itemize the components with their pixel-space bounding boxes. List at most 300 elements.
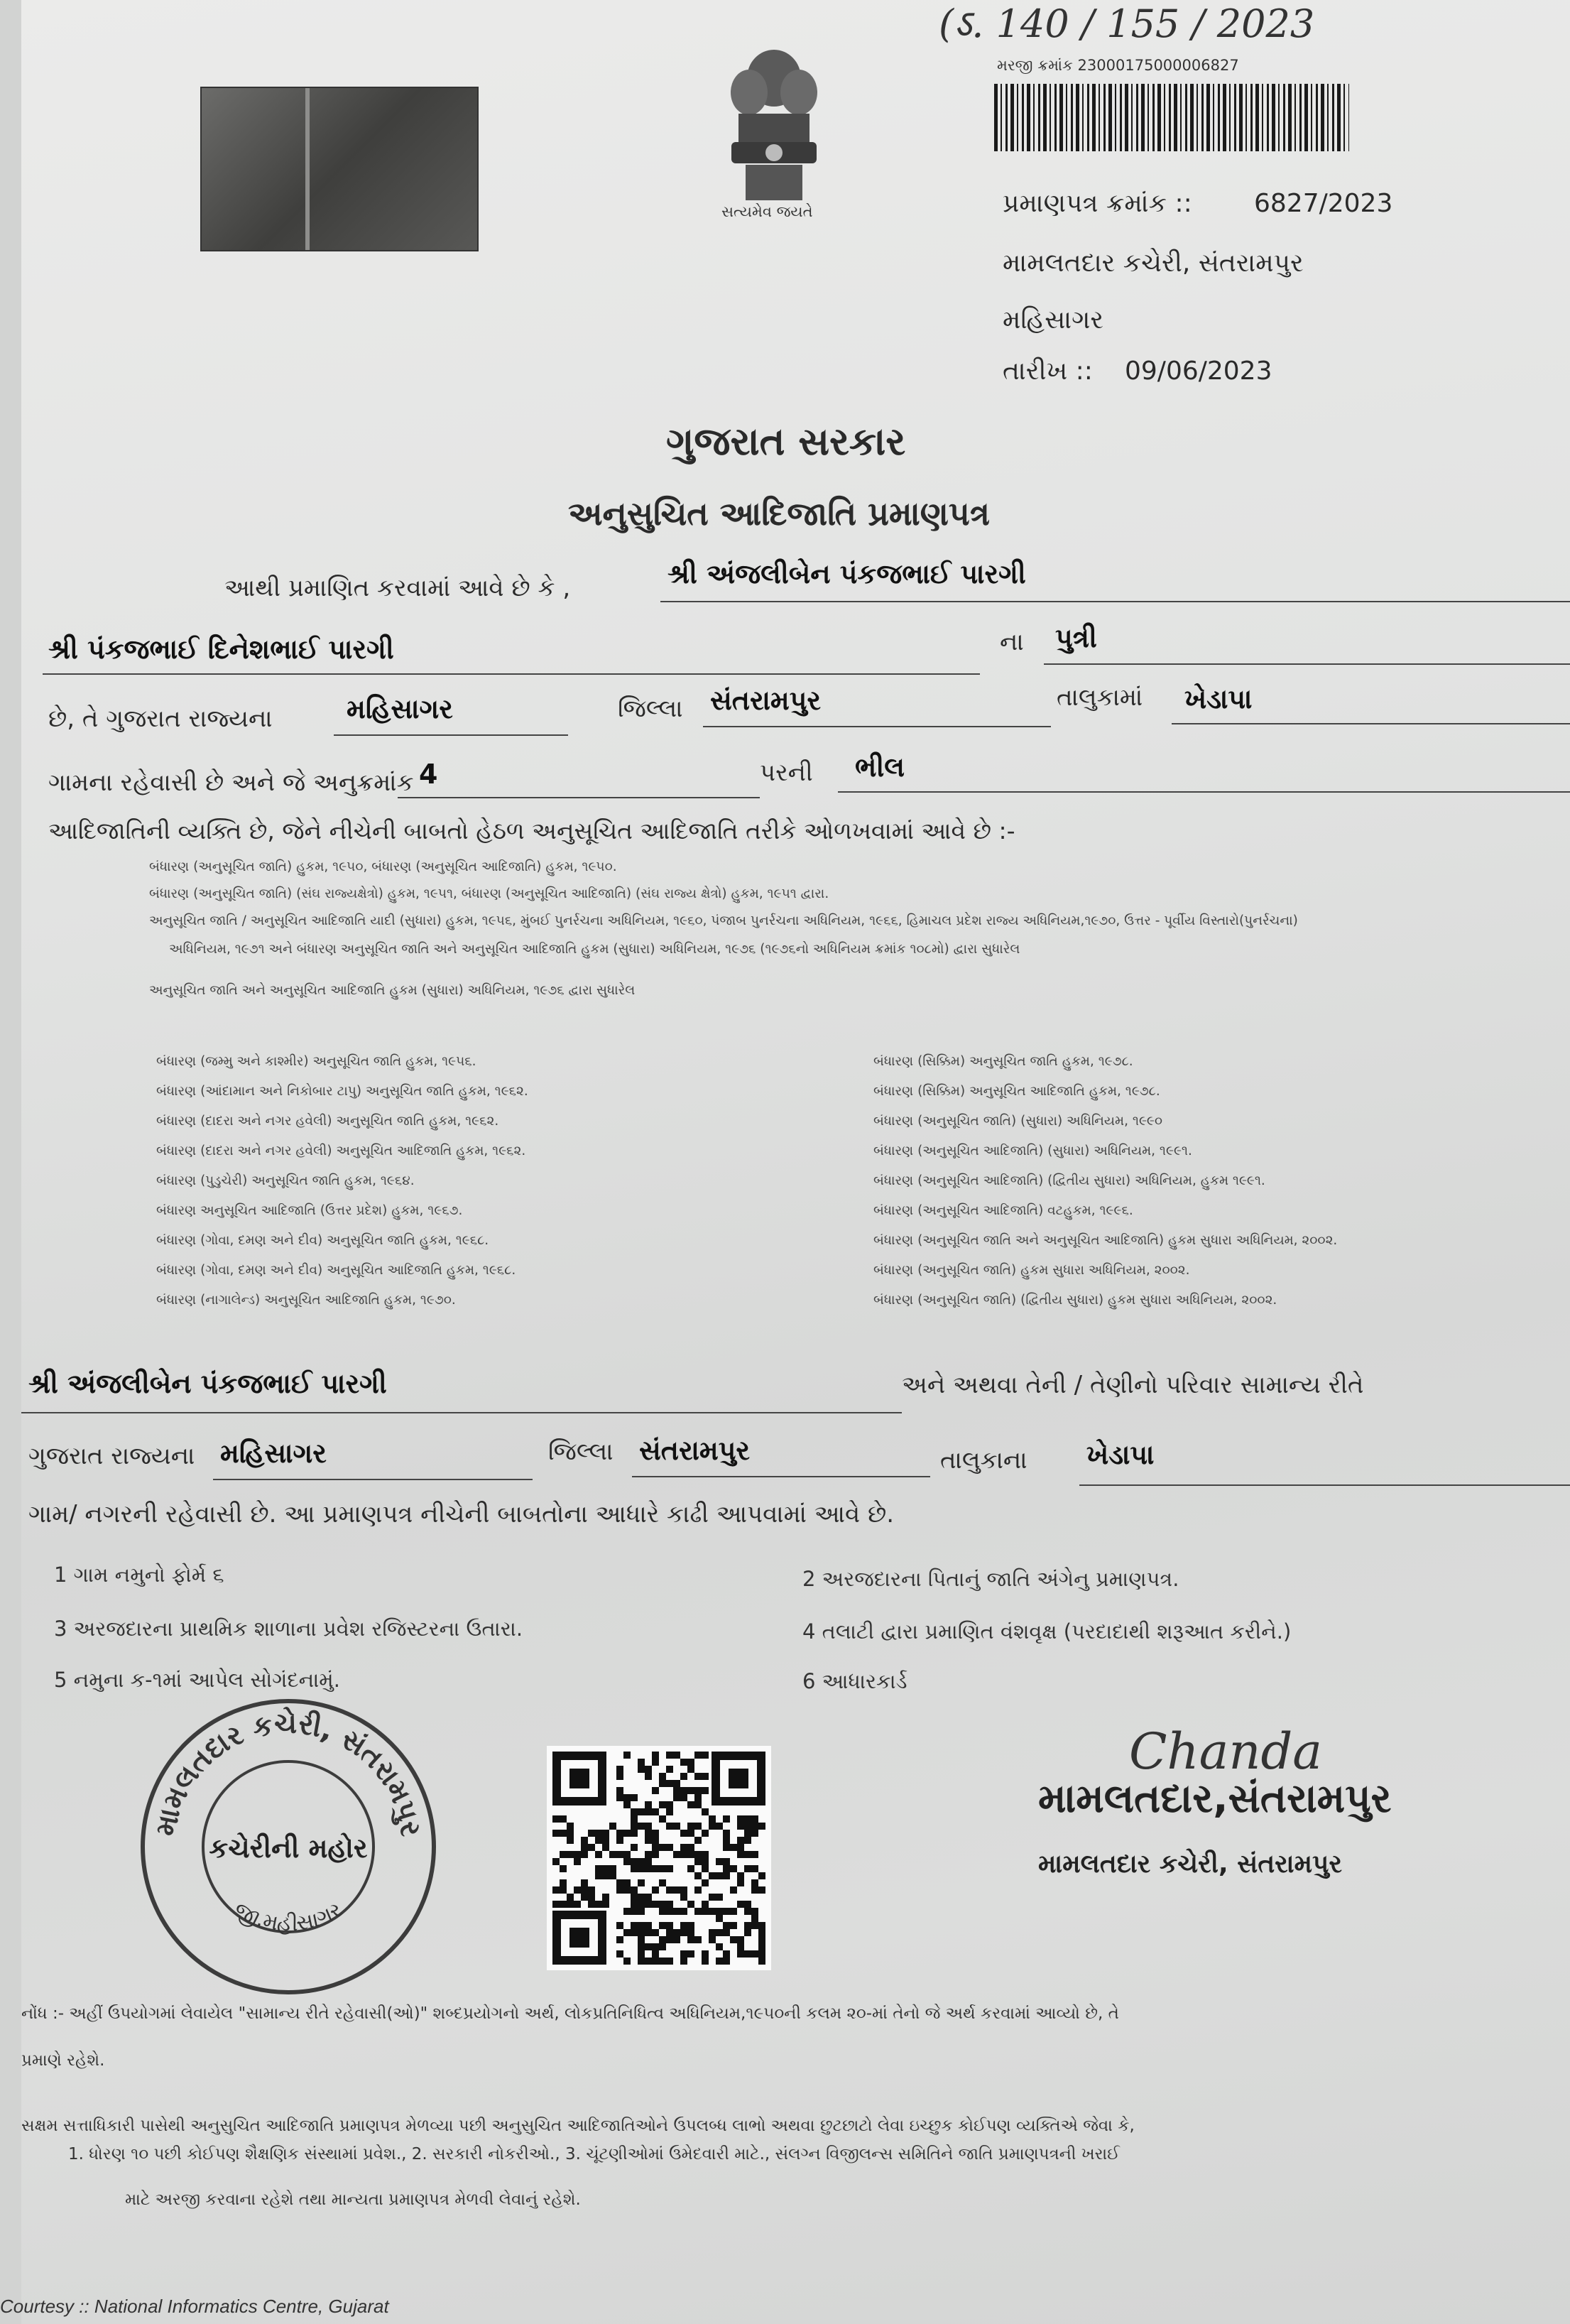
qr-module [581,1886,588,1894]
qr-module [744,1837,751,1844]
qr-module [652,1837,659,1844]
qr-module [673,1780,680,1787]
qr-module [687,1865,694,1872]
qr-module [645,1958,652,1965]
qr-module [737,1943,744,1950]
qr-module [702,1908,709,1915]
qr-module [616,1886,623,1894]
note-line: માટે અરજી કરવાના રહેશે તથા માન્યતા પ્રમાણપત્ર મેળવી લેવાનું રહેશે. [125,2190,581,2209]
qr-module [638,1958,645,1965]
qr-module [716,1894,723,1901]
qr-module [751,1915,758,1922]
qr-module [694,1794,702,1801]
qr-module [659,1901,666,1908]
father-name: શ્રી પંકજભાઈ દિનેશભાઈ પારગી [48,634,394,665]
qr-module [744,1865,751,1872]
qr-module [687,1844,694,1851]
qr-module [751,1950,758,1958]
tribe-underline [838,791,1570,793]
certificate-number-label: પ્રમાણપત્ર ક્રમાંક :: [1003,189,1192,218]
qr-module [702,1958,709,1965]
applicant-photo [200,87,479,251]
qr-module [552,1886,560,1894]
qr-module [616,1950,623,1958]
residence-taluka-underline [632,1476,930,1477]
qr-module [602,1872,609,1879]
relation-underline [1044,663,1570,665]
qr-module [758,1958,765,1965]
qr-module [680,1773,687,1780]
seal-center-text: કચેરીની મહોર [209,1832,368,1864]
qr-module [659,1908,666,1915]
qr-module [744,1929,751,1936]
qr-module [744,1823,751,1830]
qr-module [616,1936,623,1943]
qr-module [680,1958,687,1965]
qr-module [758,1886,765,1894]
qr-module [758,1872,765,1879]
qr-module [744,1922,751,1929]
qr-module [673,1787,680,1794]
qr-module [645,1808,652,1815]
qr-module [631,1908,638,1915]
qr-module [702,1858,709,1865]
order-right: બંધારણ (સિક્કિમ) અનુસૂચિત આદિજાતિ હુકમ, ૧૯૭૮. [873,1084,1160,1099]
qr-module [680,1759,687,1766]
qr-module [659,1943,666,1950]
qr-module [602,1830,609,1837]
svg-text:મામલતદાર કચેરી, સંતરામપુર [149,1706,427,1838]
taluka-value: સંતરામપુર [710,685,822,716]
qr-module [638,1922,645,1929]
qr-module [595,1901,602,1908]
svg-text:જી.મહીસાગર [230,1897,347,1936]
qr-module [581,1851,588,1858]
qr-module [616,1922,623,1929]
qr-module [609,1851,616,1858]
qr-module [737,1936,744,1943]
father-name-underline [43,673,980,675]
qr-module [645,1823,652,1830]
qr-module [595,1872,602,1879]
qr-module [666,1922,673,1929]
qr-module [694,1886,702,1894]
order-left: બંધારણ (જમ્મુ અને કાશ્મીર) અનુસૂચિત જાતિ હુકમ, ૧૯૫૬. [156,1054,476,1069]
serial-underline [398,797,760,798]
qr-module [666,1752,673,1759]
qr-module [709,1872,716,1879]
qr-module [552,1815,560,1823]
qr-module [595,1837,602,1844]
qr-module [609,1865,616,1872]
order-right: બંધારણ (અનુસૂચિત આદિજાતિ) (દ્વિતીય સુધારા) અધિનિયમ, હુકમ ૧૯૯૧. [873,1173,1265,1188]
district-underline [334,734,568,736]
qr-module [709,1936,716,1943]
order-left: બંધારણ (આંદામાન અને નિકોબાર ટાપુ) અનુસૂચિત જાતિ હુકમ, ૧૯૬૨. [156,1084,528,1099]
qr-module [652,1851,659,1858]
qr-module [659,1780,666,1787]
qr-module [673,1929,680,1936]
qr-module [709,1823,716,1830]
state-prefix: છે, તે ગુજરાત રાજ્યના [48,705,273,733]
qr-module [659,1815,666,1823]
qr-module [744,1830,751,1837]
qr-module [687,1759,694,1766]
qr-module [638,1901,645,1908]
qr-module [623,1958,631,1965]
qr-module [631,1894,638,1901]
qr-module [687,1823,694,1830]
qr-module [609,1872,616,1879]
qr-module [751,1908,758,1915]
qr-module [666,1823,673,1830]
qr-module [694,1936,702,1943]
tribe-prefix: પરની [760,759,813,787]
qr-module [666,1844,673,1851]
qr-module [552,1858,560,1865]
qr-module [730,1886,737,1894]
qr-module [666,1958,673,1965]
qr-module [680,1830,687,1837]
qr-code [547,1746,771,1970]
family-text: અને અથવા તેની / તેણીનો પરિવાર સામાન્ય રીતે [902,1371,1364,1399]
qr-module [574,1886,581,1894]
qr-module [737,1879,744,1886]
qr-module [567,1851,574,1858]
qr-module [702,1830,709,1837]
residence-taluka-value: સંતરામપુર [639,1435,751,1466]
qr-module [758,1943,765,1950]
qr-module [588,1886,595,1894]
qr-module [659,1958,666,1965]
qr-module [680,1794,687,1801]
qr-module [694,1823,702,1830]
qr-module [680,1787,687,1794]
residence-district-label: જિલ્લા [548,1438,614,1466]
document-item: 3 અરજદારના પ્રાથમિક શાળાના પ્રવેશ રજિસ્ટરના ઉતારા. [54,1617,523,1641]
qr-module [631,1929,638,1936]
order-left: બંધારણ (પુડુચેરી) અનુસૂચિત જાતિ હુકમ, ૧૯૬૪. [156,1173,415,1188]
qr-module [645,1830,652,1837]
qr-module [680,1894,687,1901]
qr-module [716,1858,723,1865]
barcode [994,84,1349,151]
qr-module [716,1823,723,1830]
order-line: અનુસૂચિત જાતિ / અનુસૂચિત આદિજાતિ યાદી (સુધારા) હુકમ, ૧૯૫૬, મુંબઈ પુનર્રચના અધિનિયમ, ૧૯૬૦, પંજાબ પુનર્રચના અધિનિયમ, ૧૯૬૬, હિમાચલ પ્રદેશ રાજ્ય અધિનિયમ,૧૯૭૦, ઉત્તર - પૂર્વીય વિસ્તારો(પુનર્રચના) [149,913,1298,928]
qr-module [751,1830,758,1837]
certificate-number: 6827/2023 [1254,189,1393,218]
qr-module [737,1815,744,1823]
qr-module [702,1752,709,1759]
document-item: 4 તલાટી દ્વારા પ્રમાણિત વંશવૃક્ષ (પરદાદાથી શરૂઆત કરીને.) [802,1619,1292,1644]
qr-module [666,1780,673,1787]
relation: પુત્રી [1055,622,1097,653]
qr-module [631,1823,638,1830]
residence-village-value: ખેડાપા [1086,1439,1155,1470]
qr-module [638,1929,645,1936]
qr-module [616,1794,623,1801]
qr-module [751,1815,758,1823]
qr-module [652,1830,659,1837]
qr-module [694,1908,702,1915]
qr-module [631,1808,638,1815]
qr-module [623,1858,631,1865]
qr-module [680,1886,687,1894]
taluka-label: તાલુકામાં [1057,683,1143,712]
qr-module [723,1929,730,1936]
qr-module [652,1752,659,1759]
qr-module [716,1958,723,1965]
order-left: બંધારણ (ગોવા, દમણ અને દીવ) અનુસૂચિત જાતિ હુકમ, ૧૯૬૮. [156,1233,489,1248]
qr-module [673,1886,680,1894]
qr-module [645,1773,652,1780]
qr-module [687,1936,694,1943]
document-item: 6 આધારકાર્ડ [802,1669,907,1693]
qr-module [687,1901,694,1908]
qr-module [730,1844,737,1851]
qr-module [652,1787,659,1794]
applicant-name: શ્રી અંજલીબેન પંકજભાઈ પારગી [667,558,1026,590]
document-item: 5 નમુના ક-૧માં આપેલ સોગંદનામું. [54,1668,340,1692]
qr-module [687,1922,694,1929]
issue-date: 09/06/2023 [1125,357,1272,386]
qr-module [716,1943,723,1950]
order-line: બંધારણ (અનુસૂચિત જાતિ) (સંઘ રાજ્યક્ષેત્રો) હુકમ, ૧૯૫૧, બંધારણ (અનુસૂચિત આદિજાતિ) (સંઘ રાજ્ય ક્ષેત્રો) હુકમ, ૧૯૫૧ દ્વારા. [149,886,829,901]
qr-module [631,1815,638,1823]
qr-module [751,1851,758,1858]
qr-module [602,1865,609,1872]
qr-module [730,1865,737,1872]
qr-module [730,1922,737,1929]
qr-module [702,1879,709,1886]
qr-module [616,1879,623,1886]
qr-module [709,1929,716,1936]
order-line: અધિનિયમ, ૧૯૭૧ અને બંધારણ અનુસૂચિત જાતિ અને અનુસૂચિત આદિજાતિ હુકમ (સુધારા) અધિનિયમ, ૧૯૭૬ (૧૯૭૬નો અધિનિયમ ક્રમાંક ૧૦૮મો) દ્વારા સુધારેલ [169,942,1020,957]
residence-taluka-label: તાલુકાના [940,1446,1027,1475]
village-underline [1172,723,1570,724]
qr-module [567,1837,574,1844]
qr-module [716,1872,723,1879]
qr-module [694,1837,702,1844]
qr-module [737,1950,744,1958]
qr-module [687,1929,694,1936]
qr-module [673,1936,680,1943]
qr-module [623,1752,631,1759]
qr-module [716,1915,723,1922]
qr-module [702,1787,709,1794]
handwritten-reference: (ऽ. 140 / 155 / 2023 [939,1,1315,46]
qr-module [659,1865,666,1872]
qr-module [623,1801,631,1808]
qr-module [680,1950,687,1958]
qr-module [680,1922,687,1929]
qr-module [723,1858,730,1865]
qr-module [751,1823,758,1830]
qr-module [560,1886,567,1894]
qr-module [645,1894,652,1901]
qr-module [702,1901,709,1908]
qr-module [645,1929,652,1936]
emblem-motto: સત્યમેવ જયતે [721,203,813,220]
qr-module [673,1851,680,1858]
qr-module [631,1922,638,1929]
government-title: ગુજરાત સરકાર [666,419,906,464]
qr-module [659,1844,666,1851]
qr-module [652,1808,659,1815]
tribe: ભીલ [855,751,905,783]
qr-module [581,1894,588,1901]
qr-module [645,1901,652,1908]
qr-module [702,1950,709,1958]
qr-module [758,1922,765,1929]
qr-module [694,1752,702,1759]
note-line: સક્ષમ સત્તાધિકારી પાસેથી અનુસુચિત આદિજાતિ પ્રમાણપત્ર મેળવ્યા પછી અનુસુચિત આદિજાતિઓને ઉપલબ્ધ લાભો અથવા છુટછાટો લેવા ઇચ્છુક કોઈપણ વ્યક્તિએ જેવા કે, [21,2117,1135,2135]
qr-module [737,1901,744,1908]
qr-module [560,1830,567,1837]
qr-module [666,1808,673,1815]
qr-module [588,1901,595,1908]
qr-module [638,1950,645,1958]
office-seal [132,1690,445,2003]
qr-module [623,1886,631,1894]
resident-name: શ્રી અંજલીબેન પંકજભાઈ પારગી [28,1368,387,1399]
qr-module [602,1901,609,1908]
qr-module [595,1865,602,1872]
qr-module [645,1865,652,1872]
qr-module [560,1865,567,1872]
qr-module [723,1815,730,1823]
qr-module [751,1922,758,1929]
qr-module [588,1844,595,1851]
qr-module [723,1950,730,1958]
qr-module [616,1773,623,1780]
qr-module [623,1830,631,1837]
qr-module [595,1830,602,1837]
qr-module [616,1766,623,1773]
order-left: બંધારણ (નાગાલેન્ડ) અનુસૂચિત આદિજાતિ હુકમ, ૧૯૭૦. [156,1293,456,1308]
qr-module [574,1851,581,1858]
qr-module [638,1908,645,1915]
qr-module [638,1865,645,1872]
qr-module [702,1773,709,1780]
residence-district-underline [213,1479,533,1480]
issuing-district: મહિસાગર [1003,305,1104,335]
qr-module [595,1851,602,1858]
qr-module [567,1830,574,1837]
signatory-title: મામલતદાર,સંતરામપુર [1038,1776,1392,1822]
basis-text: ગામ/ નગરની રહેવાસી છે. આ પ્રમાણપત્ર નીચેની બાબતોના આધારે કાઢી આપવામાં આવે છે. [28,1500,895,1528]
qr-module [638,1894,645,1901]
qr-module [638,1858,645,1865]
order-right: બંધારણ (અનુસૂચિત જાતિ) હુકમ સુધારા અધિનિયમ, ૨૦૦૨. [873,1263,1190,1278]
tribe-statement: આદિજાતિની વ્યક્તિ છે, જેને નીચેની બાબતો હેઠળ અનુસૂચિત આદિજાતિ તરીકે ઓળખવામાં આવે છે :- [48,817,1015,845]
qr-module [652,1844,659,1851]
qr-module [581,1837,588,1844]
qr-module [574,1858,581,1865]
qr-module [666,1886,673,1894]
state-emblem-icon [710,36,838,227]
serial-number: 4 [419,759,438,790]
qr-module [737,1823,744,1830]
qr-module [616,1837,623,1844]
qr-module [652,1759,659,1766]
qr-module [737,1872,744,1879]
qr-module [758,1950,765,1958]
qr-module [723,1958,730,1965]
order-right: બંધારણ (સિક્કિમ) અનુસૂચિત જાતિ હુકમ, ૧૯૭૮. [873,1054,1133,1069]
qr-module [758,1936,765,1943]
qr-module [652,1901,659,1908]
note-line: પ્રમાણે રહેશે. [21,2051,105,2070]
qr-module [567,1894,574,1901]
qr-module [673,1908,680,1915]
qr-module [645,1801,652,1808]
qr-module [638,1879,645,1886]
qr-module [623,1851,631,1858]
qr-module [616,1851,623,1858]
qr-module [673,1823,680,1830]
qr-module [758,1929,765,1936]
qr-module [631,1865,638,1872]
relation-prefix: ના [1000,628,1024,656]
qr-module [744,1901,751,1908]
qr-module [645,1858,652,1865]
qr-module [723,1922,730,1929]
residence-district-value: મહિસાગર [220,1438,327,1469]
qr-module [616,1830,623,1837]
qr-module [659,1773,666,1780]
qr-module [652,1958,659,1965]
qr-module [702,1808,709,1815]
order-left: બંધારણ (દાદરા અને નગર હવેલી) અનુસૂચિત આદિજાતિ હુકમ, ૧૯૬૨. [156,1144,526,1158]
qr-module [751,1879,758,1886]
qr-module [694,1801,702,1808]
qr-module [730,1908,737,1915]
qr-module [687,1851,694,1858]
qr-module [638,1943,645,1950]
qr-module [652,1865,659,1872]
qr-module [588,1894,595,1901]
qr-module [560,1879,567,1886]
qr-module [687,1787,694,1794]
qr-module [680,1929,687,1936]
qr-module [702,1865,709,1872]
residence-village-underline [1079,1484,1570,1486]
qr-module [609,1823,616,1830]
order-right: બંધારણ (અનુસૂચિત જાતિ) (દ્વિતીય સુધારા) હુકમ સુધારા અધિનિયમ, ૨૦૦૨. [873,1293,1277,1308]
qr-module [567,1901,574,1908]
qr-module [659,1922,666,1929]
qr-module [659,1801,666,1808]
qr-module [730,1936,737,1943]
qr-module [666,1908,673,1915]
qr-module [744,1950,751,1958]
resident-name-underline [21,1412,902,1413]
qr-module [666,1929,673,1936]
qr-module [687,1801,694,1808]
signatory-office: મામલતદાર કચેરી, સંતરામપુર [1038,1850,1343,1879]
qr-module [673,1752,680,1759]
qr-module [709,1908,716,1915]
qr-module [723,1844,730,1851]
qr-module [652,1886,659,1894]
qr-module [758,1823,765,1830]
qr-module [751,1886,758,1894]
qr-module [716,1929,723,1936]
order-left: બંધારણ (દાદરા અને નગર હવેલી) અનુસૂચિત જાતિ હુકમ, ૧૯૬૨. [156,1114,499,1129]
qr-module [581,1879,588,1886]
document-item: 1 ગામ નમુનો ફોર્મ ૬ [54,1563,224,1587]
